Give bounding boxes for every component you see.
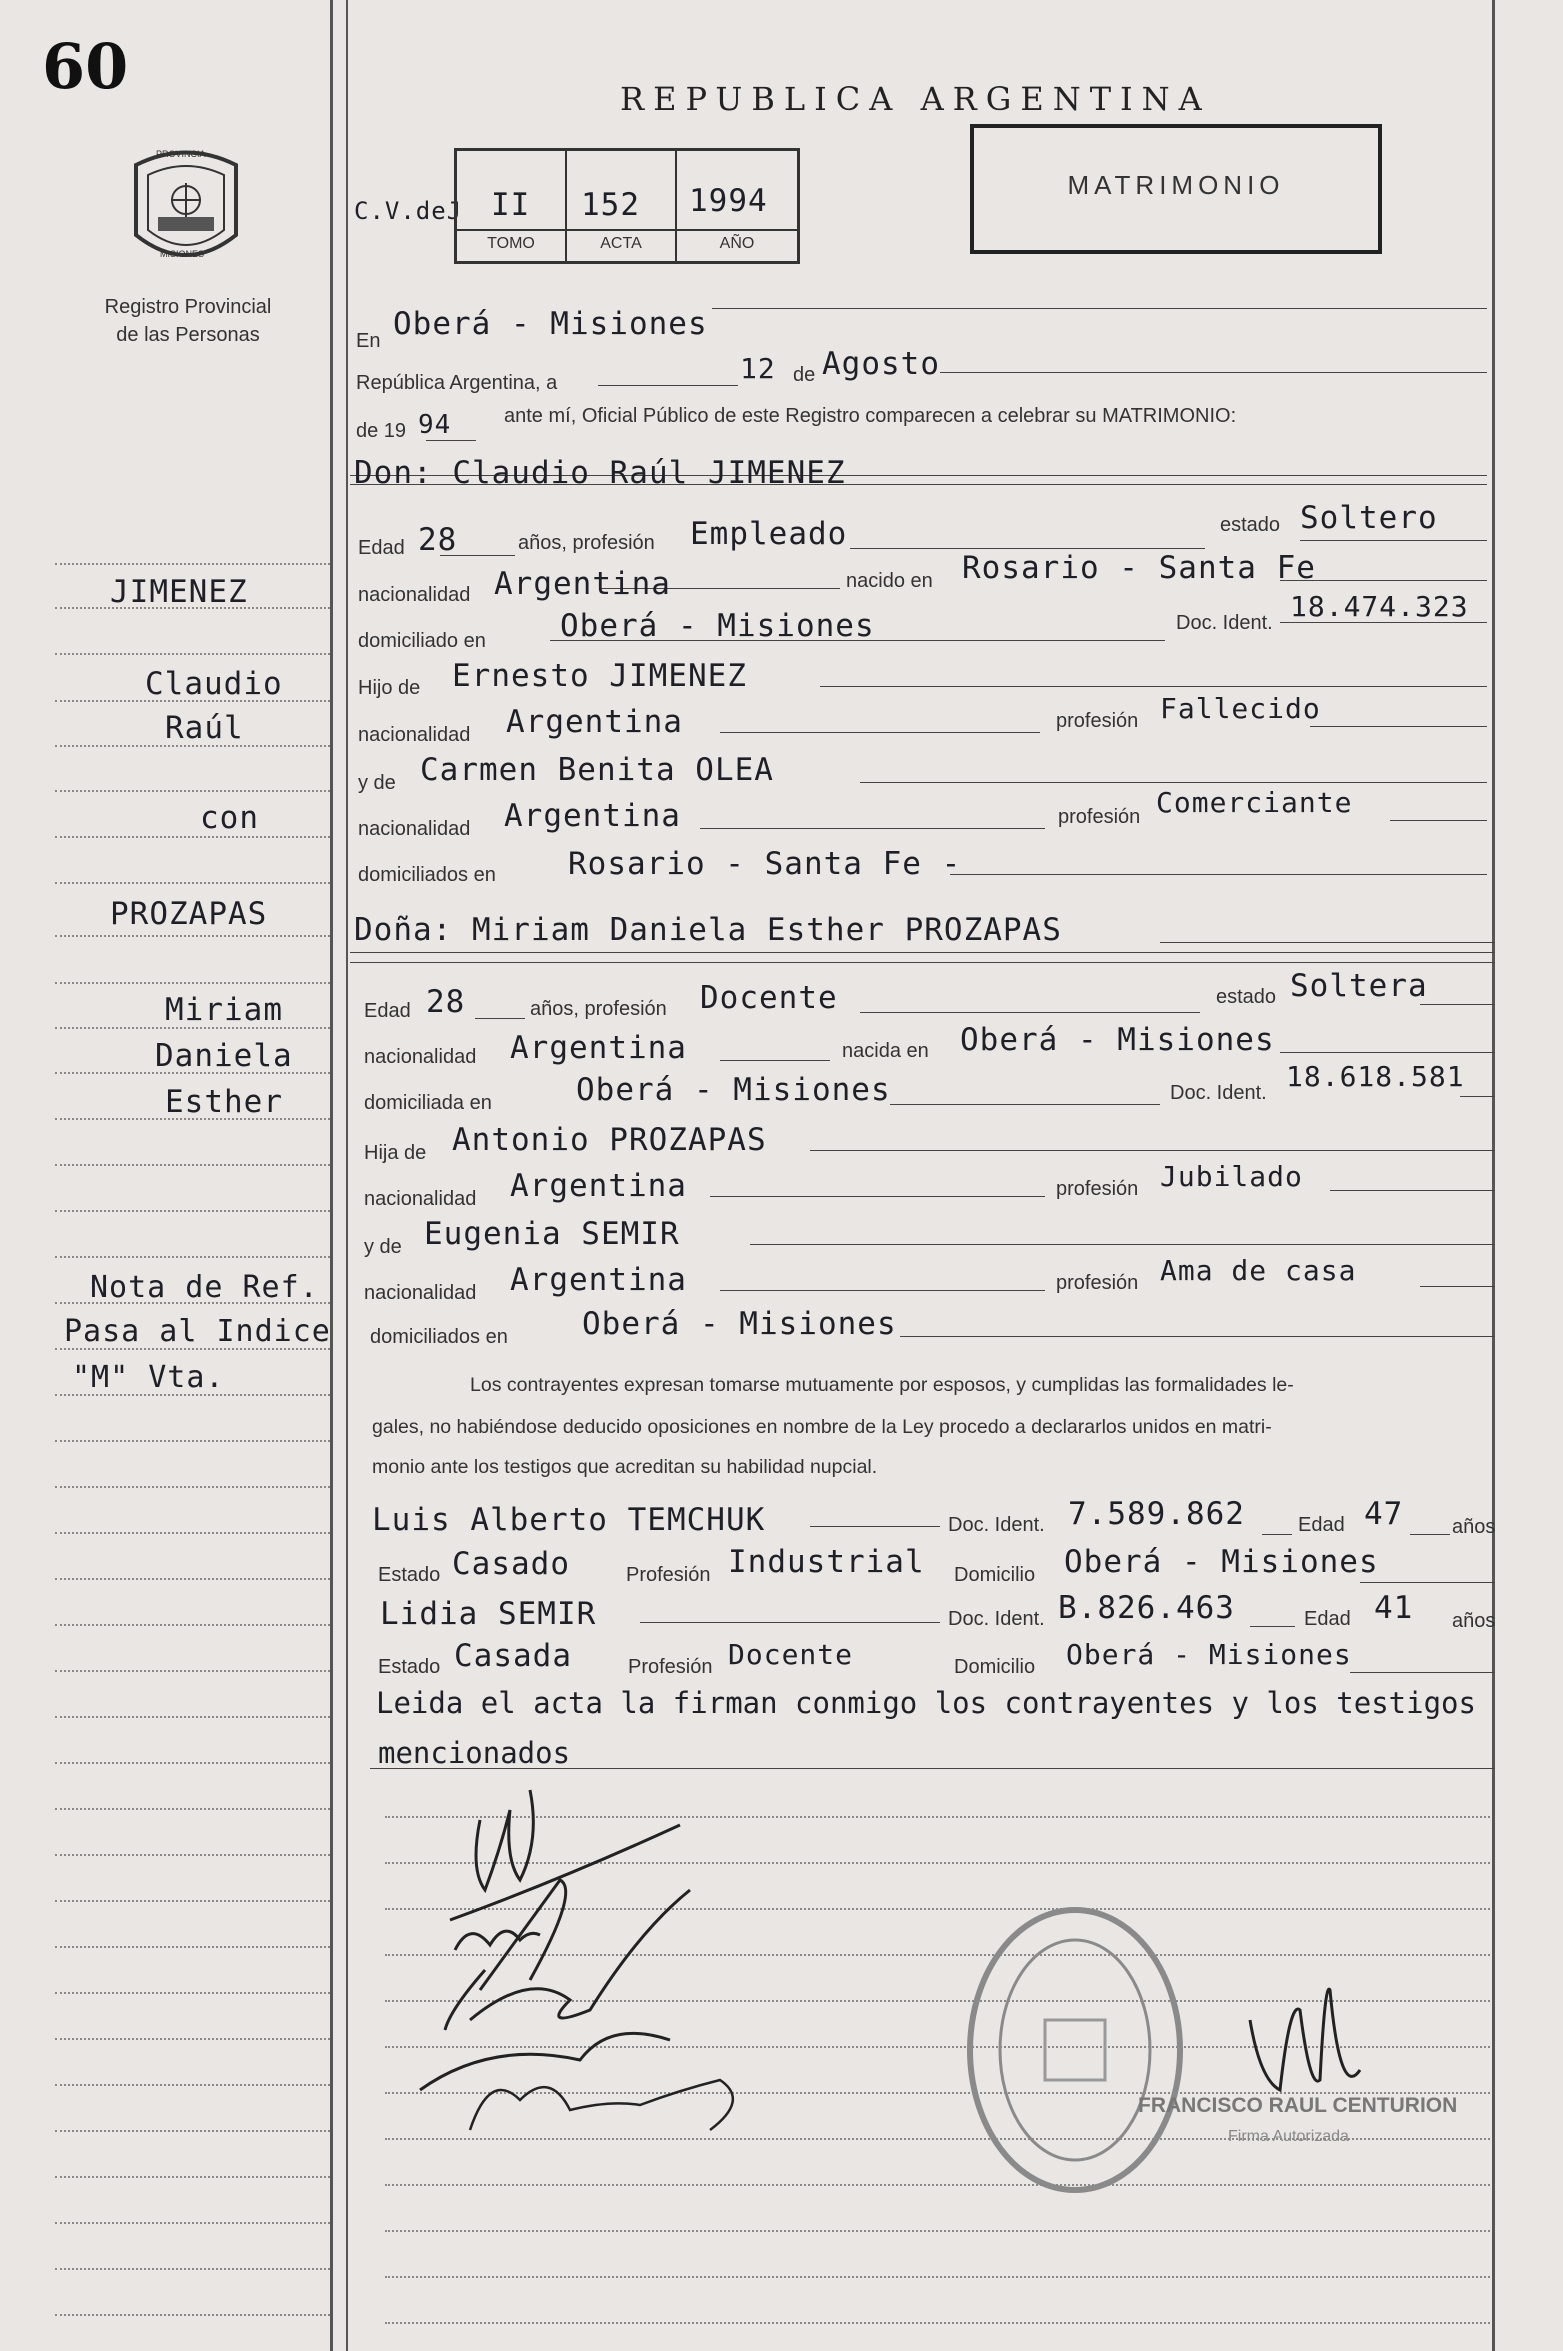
bride-profession: Docente (700, 980, 838, 1016)
groom-nacido-label: nacido en (846, 570, 933, 592)
groom-mother-nac-label: nacionalidad (358, 818, 471, 840)
witness1-anos-label: años (1452, 1516, 1496, 1538)
margin-name-bride-1: Miriam (165, 992, 283, 1028)
witness2-domicilio-label: Domicilio (954, 1656, 1036, 1678)
republica-label: República Argentina, a (356, 372, 558, 394)
groom-parents-domicile: Rosario - Santa Fe - (568, 846, 962, 882)
bride-mother-nac-label: nacionalidad (364, 1282, 477, 1304)
margin-note-1: Nota de Ref. (90, 1270, 319, 1305)
bride-full-name: Doña: Miriam Daniela Esther PROZAPAS (354, 912, 1062, 948)
margin-name-bride-2: Daniela (155, 1038, 293, 1074)
ante-text: ante mí, Oficial Público de este Registro comparecen a celebrar su MATRIMONIO: (504, 405, 1237, 427)
acta-label: ACTA (600, 235, 642, 252)
bride-anos-profesion-label: años, profesión (530, 998, 667, 1020)
margin-con: con (200, 800, 259, 836)
groom-estado-label: estado (1220, 514, 1281, 536)
acta-value: 152 (581, 187, 640, 223)
closing-line2: mencionados (378, 1736, 571, 1770)
witness1-profession: Industrial (728, 1544, 925, 1580)
bride-hija-label: Hija de (364, 1142, 427, 1164)
right-border-line (1492, 0, 1495, 2351)
bride-father-prof-label: profesión (1056, 1178, 1139, 1200)
officer-stamp-name: FRANCISCO RAUL CENTURION (1138, 2094, 1458, 2117)
groom-anos-profesion-label: años, profesión (518, 532, 655, 554)
witness2-doc: B.826.463 (1058, 1590, 1235, 1626)
bride-nacida-label: nacida en (842, 1040, 929, 1062)
year-suffix-value: 94 (418, 410, 452, 440)
witness2-doc-label: Doc. Ident. (948, 1608, 1045, 1630)
de-label: de (793, 364, 816, 386)
groom-nationality: Argentina (494, 566, 671, 602)
bride-age: 28 (426, 984, 466, 1020)
official-stamp-icon (960, 1900, 1190, 2200)
declaration-line3: monio ante los testigos que acreditan su habilidad nupcial. (372, 1456, 878, 1478)
groom-mother: Carmen Benita OLEA (420, 752, 774, 788)
witness2-domicile: Oberá - Misiones (1066, 1638, 1352, 1671)
box-divider-h (457, 229, 797, 231)
bride-domiciliada-label: domiciliada en (364, 1092, 492, 1114)
bride-domicile: Oberá - Misiones (576, 1072, 891, 1108)
witness2-profesion-label: Profesión (628, 1656, 713, 1678)
witness1-doc-label: Doc. Ident. (948, 1514, 1045, 1536)
groom-doc: 18.474.323 (1290, 590, 1469, 623)
place-value: Oberá - Misiones (393, 306, 708, 342)
page-number: 60 (42, 30, 129, 103)
groom-birthplace: Rosario - Santa Fe (962, 550, 1316, 586)
tomo-value: II (491, 187, 531, 223)
groom-age: 28 (418, 522, 458, 558)
witness2-name: Lidia SEMIR (380, 1596, 597, 1632)
groom-status: Soltero (1300, 500, 1438, 536)
groom-father-nationality: Argentina (506, 704, 683, 740)
record-type-label: MATRIMONIO (1067, 170, 1285, 200)
groom-father-profession: Fallecido (1160, 692, 1321, 725)
tomo-label: TOMO (487, 235, 535, 252)
margin-name-groom-1: Claudio (145, 666, 283, 702)
bride-estado-label: estado (1216, 986, 1277, 1008)
witness1-edad-label: Edad (1298, 1514, 1345, 1536)
witness2-edad-label: Edad (1304, 1608, 1351, 1630)
groom-full-name: Don: Claudio Raúl JIMENEZ (354, 455, 846, 491)
groom-nacionalidad-label: nacionalidad (358, 584, 471, 606)
witness1-estado-label: Estado (378, 1564, 441, 1586)
bride-father-nac-label: nacionalidad (364, 1188, 477, 1210)
groom-father-nac-label: nacionalidad (358, 724, 471, 746)
witness1-domicilio-label: Domicilio (954, 1564, 1036, 1586)
margin-name-groom-2: Raúl (165, 710, 244, 746)
bride-doc: 18.618.581 (1286, 1060, 1465, 1093)
witness1-domicile: Oberá - Misiones (1064, 1544, 1379, 1580)
groom-domicile: Oberá - Misiones (560, 608, 875, 644)
en-label: En (356, 330, 381, 352)
witness2-anos-label: años (1452, 1610, 1496, 1632)
witness1-status: Casado (452, 1546, 570, 1582)
bride-birthplace: Oberá - Misiones (960, 1022, 1275, 1058)
cv-label: C.V.deJ (354, 197, 463, 225)
witness1-profesion-label: Profesión (626, 1564, 711, 1586)
bride-nacionalidad-label: nacionalidad (364, 1046, 477, 1068)
witness2-status: Casada (454, 1638, 572, 1674)
record-type-box (970, 124, 1382, 254)
margin-name-bride-3: Esther (165, 1084, 283, 1120)
bride-doc-label: Doc. Ident. (1170, 1082, 1267, 1104)
groom-parents-dom-label: domiciliados en (358, 864, 496, 886)
groom-hijo-label: Hijo de (358, 677, 421, 699)
bride-parents-domicile: Oberá - Misiones (582, 1306, 897, 1342)
groom-mother-profession: Comerciante (1156, 786, 1353, 819)
tomo-acta-ano-box (454, 148, 800, 264)
bride-father-profession: Jubilado (1160, 1160, 1303, 1193)
witness2-estado-label: Estado (378, 1656, 441, 1678)
seal-top-text: PROVINCIA (156, 149, 206, 159)
groom-father: Ernesto JIMENEZ (452, 658, 747, 694)
bride-nationality: Argentina (510, 1030, 687, 1066)
officer-stamp-title: Firma Autorizada (1228, 2128, 1349, 2145)
margin-surname-bride: PROZAPAS (110, 896, 268, 932)
country-title: REPUBLICA ARGENTINA (620, 80, 1211, 118)
groom-mother-prof-label: profesión (1058, 806, 1141, 828)
ano-value: 1994 (689, 183, 768, 219)
province-seal-icon (126, 145, 246, 275)
bride-mother-prof-label: profesión (1056, 1272, 1139, 1294)
groom-domiciliado-label: domiciliado en (358, 630, 486, 652)
bride-mother: Eugenia SEMIR (424, 1216, 680, 1252)
groom-edad-label: Edad (358, 537, 405, 559)
witness1-doc: 7.589.862 (1068, 1496, 1245, 1532)
ano-label: AÑO (719, 235, 755, 252)
registry-line1: Registro Provincial (104, 296, 272, 318)
bride-status: Soltera (1290, 968, 1428, 1004)
bride-father-nationality: Argentina (510, 1168, 687, 1204)
bride-y-de-label: y de (364, 1236, 402, 1258)
groom-profession: Empleado (690, 516, 848, 552)
witness2-age: 41 (1374, 1590, 1414, 1626)
bride-mother-profession: Ama de casa (1160, 1254, 1357, 1287)
bride-father: Antonio PROZAPAS (452, 1122, 767, 1158)
declaration-line2: gales, no habiéndose deducido oposiciones en nombre de la Ley procedo a declararlos unidos en matri- (372, 1416, 1272, 1438)
de19-label: de 19 (356, 420, 407, 442)
bride-parents-dom-label: domiciliados en (370, 1326, 508, 1348)
margin-divider-line-inner (346, 0, 348, 2351)
witness1-age: 47 (1364, 1496, 1404, 1532)
seal-bottom-text: MISIONES (160, 249, 205, 259)
declaration-line1: Los contrayentes expresan tomarse mutuamente por esposos, y cumplidas las formalidades le- (470, 1374, 1294, 1396)
groom-father-prof-label: profesión (1056, 710, 1139, 732)
month-value: Agosto (822, 346, 940, 382)
closing-line1: Leida el acta la firman conmigo los contrayentes y los testigos (376, 1686, 1476, 1720)
witness2-profession: Docente (728, 1638, 854, 1671)
bride-mother-nationality: Argentina (510, 1262, 687, 1298)
groom-y-de-label: y de (358, 772, 396, 794)
day-value: 12 (740, 352, 776, 385)
witness1-name: Luis Alberto TEMCHUK (372, 1502, 766, 1538)
signatures-group (410, 1770, 790, 2170)
groom-mother-nationality: Argentina (504, 798, 681, 834)
margin-divider-line (330, 0, 333, 2351)
bride-edad-label: Edad (364, 1000, 411, 1022)
registry-line2: de las Personas (116, 324, 260, 346)
groom-doc-label: Doc. Ident. (1176, 612, 1273, 634)
margin-note-2: Pasa al Indice (64, 1314, 331, 1349)
margin-note-3: "M" Vta. (72, 1360, 225, 1395)
margin-surname-groom: JIMENEZ (110, 574, 248, 610)
